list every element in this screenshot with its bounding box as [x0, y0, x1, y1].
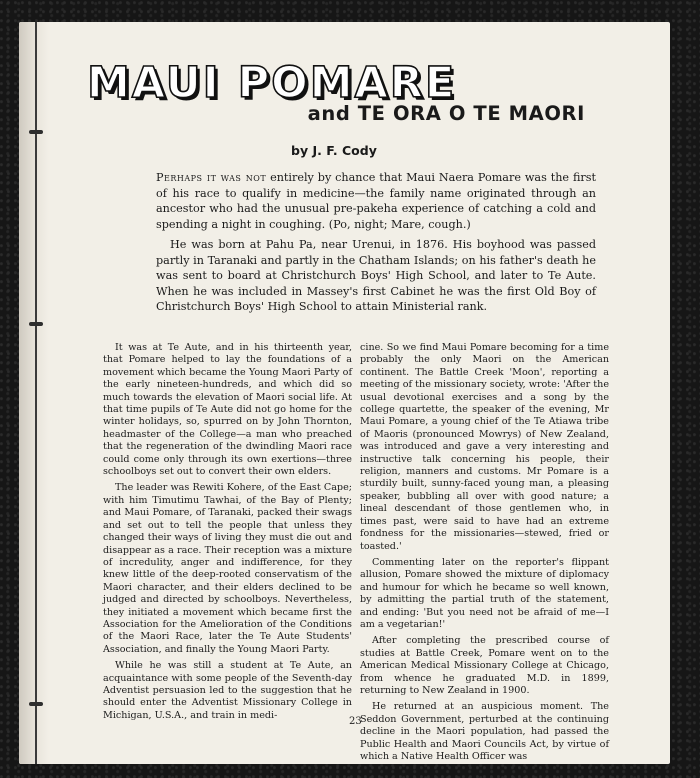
author-byline: by J. F. Cody — [291, 143, 377, 158]
right-column — [360, 342, 609, 764]
binding-staple — [29, 702, 43, 706]
intro-paragraph: He was born at Pahu Pa, near Urenui, in 1876. His boyhood was passed partly in Taranaki and partly in the Chatham Islands; on his father's death he was sent to board at Christchurch Boys' High School, and later to Te Aute. When he was included in Massey's first Cabinet he was the first Old Boy of Christchurch Boys' High School to attain Ministerial rank. — [156, 238, 596, 313]
article-subtitle: and TE ORA O TE MAORI — [307, 102, 585, 125]
article-title: MAUI POMARE — [87, 58, 457, 108]
intro-text: entirely by chance that Maui Naera Pomare was the first of his race to qualify in medicine—the family name originated through an ancestor who had the unusual pre-pakeha experience of catching a cold and spending a night in coughing. (Po, night; Mare, cough.) — [156, 171, 597, 231]
left-column — [103, 342, 352, 726]
body-paragraph-continued: cine. So we find Maui Pomare becoming for a time probably the only Maori on the American continent. The Battle Creek 'Moon', reporting a meeting of the missionary society, wrote: 'After the usual devotional exercises and a song by the college quartette, the speaker of the evening, Mr Maui Pomare, a young chief of the Te Atiawa tribe of Maoris (pronounced Mowrys) of New Zealand, was introduced and gave a very interesting and instructive talk concerning his people, their religion, manners and customs. Mr Pomare is a sturdily built, sunny-faced young man, a pleasing speaker, bubbling all over with good nature; a lineal descendant of those gentlemen who, in times past, were said to have had an extreme fondness for the missionaries—stewed, fried or toasted.' — [360, 342, 609, 552]
binding-staple — [29, 130, 43, 134]
magazine-page — [19, 22, 670, 764]
intro-section — [156, 170, 596, 320]
body-paragraph: While he was still a student at Te Aute, an acquaintance with some people of the Seventh-day Adventist persuasion led to the suggestion that he should enter the Adventist Missionary College in Michigan, U.S.A., and train in medi- — [103, 660, 352, 721]
body-paragraph: He returned at an auspicious moment. The Seddon Government, perturbed at the continuing decline in the Maori population, had passed the Public Health and Maori Councils Act, by virtue of which a Native Health Officer was — [360, 701, 609, 762]
page-number: 23 — [349, 716, 362, 727]
body-paragraph: Commenting later on the reporter's flippant allusion, Pomare showed the mixture of diplomacy and humour for which he became so well known, by admitting the partial truth of the statement, and ending: 'But you need not be afraid of me—I am a vegetarian!' — [360, 556, 609, 630]
binding-staple — [29, 322, 43, 326]
intro-paragraph — [156, 170, 596, 232]
body-paragraph: The leader was Rewiti Kohere, of the East Cape; with him Timutimu Tawhai, of the Bay of Plenty; and Maui Pomare, of Taranaki, packed their swags and set out to tell the people that unless they changed their ways of living they must die out and disappear as a race. Their reception was a mixture of incredulity, anger and indifference, for they knew little of the deep-rooted conservatism of the Maori character, and their elders declined to be judged and directed by schoolboys. Nevertheless, they initiated a movement which became first the Association for the Amelioration of the Conditions of the Maori Race, later the Te Aute Students' Association, and finally the Young Maori Party. — [103, 482, 352, 655]
page-binding — [19, 22, 49, 764]
intro-lead-in: Perhaps it was not — [156, 171, 267, 184]
body-paragraph: After completing the prescribed course of studies at Battle Creek, Pomare went on to the American Medical Missionary College at Chicago, from whence he graduated M.D. in 1899, returning to New Zealand in 1900. — [360, 635, 609, 696]
body-paragraph: It was at Te Aute, and in his thirteenth year, that Pomare helped to lay the foundations of a movement which became the Young Maori Party of the early nineteen-hundreds, and which did so much towards the elevation of Maori social life. At that time pupils of Te Aute did not go home for the winter holidays, so, spurred on by John Thornton, headmaster of the College—a man who preached that the regeneration of the dwindling Maori race could come only through its own exertions—three schoolboys set out to convert their own elders. — [103, 342, 352, 478]
